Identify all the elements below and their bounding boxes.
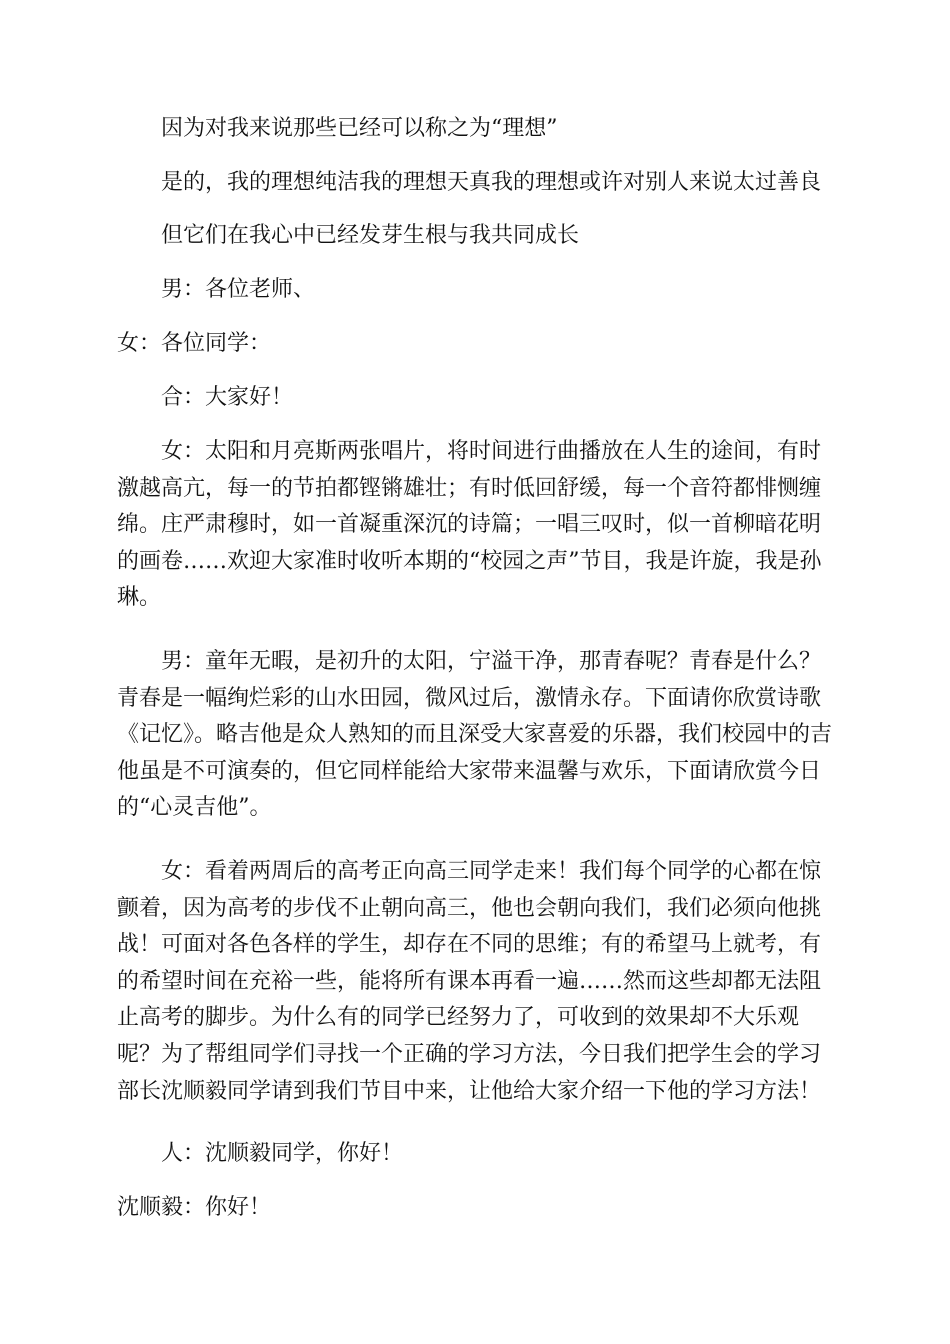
paragraph-11: 沈顺毅：你好！	[117, 1195, 272, 1220]
paragraph-8: 男：童年无暇，是初升的太阳，宁溢干净，那青春呢？青春是什么？青春是一幅绚烂彩的山水田园，微风过后，激情永存。下面请你欣赏诗歌《记忆》。略吉他是众人熟知的而且深受大家喜爱的乐器，我们校园中的吉他虽是不可演奏的，但它同样能给大家带来温馨与欢乐，下面请欣赏今日的“心灵吉他”。	[117, 649, 833, 821]
paragraph-10: 人：沈顺毅同学，你好！	[161, 1141, 404, 1166]
paragraph-7: 女：太阳和月亮斯两张唱片，将时间进行曲播放在人生的途间，有时激越高亢，每一的节拍都铿锵雄壮；有时低回舒缓，每一个音符都悱恻缠绵。庄严肃穆时，如一首凝重深沉的诗篇；一唱三叹时，似一首柳暗花明的画卷……欢迎大家准时收听本期的“校园之声”节目，我是许旋，我是孙琳。	[117, 439, 822, 611]
paragraph-4: 男：各位老师、	[161, 277, 316, 302]
paragraph-9: 女：看着两周后的高考正向高三同学走来！我们每个同学的心都在惊颤着，因为高考的步伐不止朝向高三，他也会朝向我们，我们必须向他挑战！可面对各色各样的学生，却存在不同的思维；有的希望马上就考，有的希望时间在充裕一些，能将所有课本再看一遍……然而这些却都无法阻止高考的脚步。为什么有的同学已经努力了，可收到的效果却不大乐观呢？为了帮组同学们寻找一个正确的学习方法，今日我们把学生会的学习部长沈顺毅同学请到我们节目中来，让他给大家介绍一下他的学习方法！	[117, 859, 822, 1104]
paragraph-6: 合：大家好！	[161, 385, 294, 410]
paragraph-3: 但它们在我心中已经发芽生根与我共同成长	[161, 223, 580, 248]
paragraph-2: 是的，我的理想纯洁我的理想天真我的理想或许对别人来说太过善良	[161, 170, 822, 195]
paragraph-1: 因为对我来说那些已经可以称之为“理想”	[161, 116, 558, 141]
paragraph-5: 女：各位同学：	[117, 331, 272, 356]
